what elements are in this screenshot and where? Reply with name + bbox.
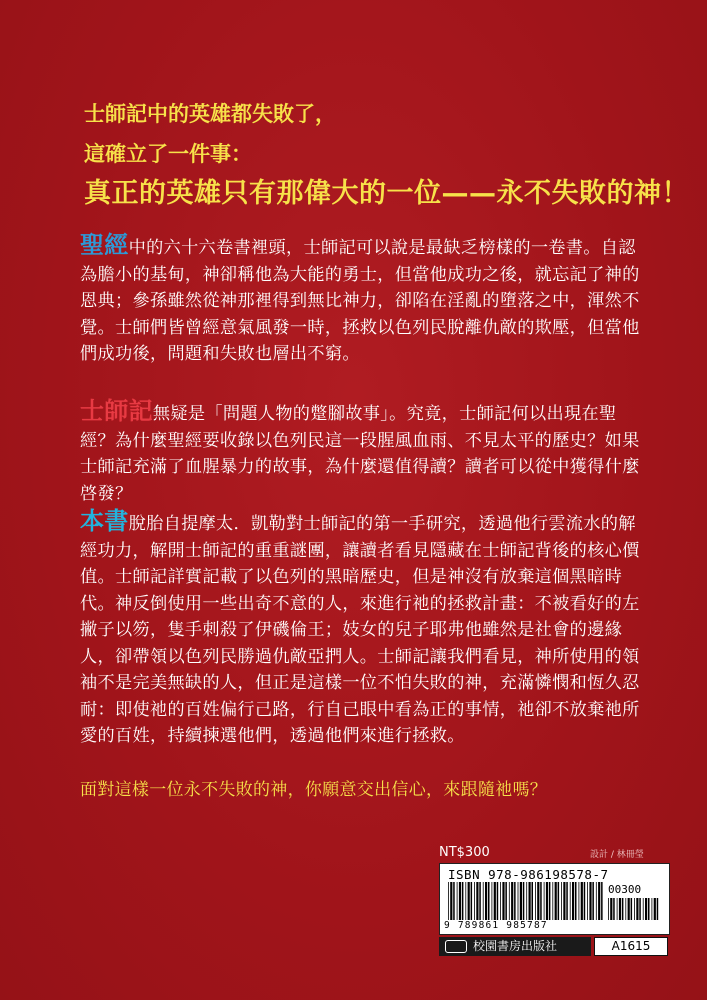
barcode-bar — [535, 882, 536, 920]
barcode-bar — [494, 882, 496, 920]
barcode-bar — [502, 882, 504, 920]
barcode-bar — [549, 882, 551, 920]
isbn-barcode — [439, 863, 670, 935]
barcode-bar — [540, 882, 542, 920]
barcode-bar — [570, 882, 571, 920]
design-credit: 設計 / 林冊瑩 — [590, 850, 644, 860]
barcode-bar — [468, 882, 470, 920]
barcode-bar — [608, 898, 609, 920]
barcode-bar — [518, 882, 519, 920]
barcode-bar — [631, 898, 633, 920]
barcode-bar — [634, 898, 635, 920]
barcode-bar — [558, 882, 560, 920]
barcode-bar — [453, 882, 455, 920]
barcode-bar — [587, 882, 588, 920]
barcode-bar — [619, 898, 621, 920]
barcode-bar — [457, 882, 458, 920]
barcode-bar — [592, 882, 594, 920]
barcode-bar — [610, 898, 612, 920]
barcode-bar — [579, 882, 580, 920]
publisher-logo-icon — [445, 940, 467, 953]
headline-line-1: 士師記中的英雄都失敗了， — [84, 102, 336, 126]
publisher-name: 校園書房出版社 — [473, 939, 558, 953]
barcode-bar — [613, 898, 615, 920]
barcode-bar — [511, 882, 513, 920]
barcode-bar — [584, 882, 586, 920]
barcode-bars — [448, 882, 603, 920]
barcode-bar — [648, 898, 650, 920]
barcode-bar — [572, 882, 574, 920]
barcode-bar — [476, 882, 478, 920]
barcode-bar — [544, 882, 545, 920]
barcode-bar — [532, 882, 534, 920]
barcode-bar — [474, 882, 475, 920]
paragraph-text: 無疑是「問題人物的蹩腳故事」。究竟，士師記何以出現在聖經？為什麼聖經要收錄以色列民這一段腥風血雨、不見太平的歷史？如果士師記充滿了血腥暴力的故事，為什麼還值得讀？讀者可以從中獲得什麼啓發？ — [80, 404, 640, 504]
barcode-bar — [622, 898, 624, 920]
barcode-bar — [625, 898, 626, 920]
barcode-bar — [509, 882, 510, 920]
barcode-bar — [598, 882, 600, 920]
barcode-bar — [529, 882, 531, 920]
barcode-bar — [652, 898, 653, 920]
barcode-bar — [523, 882, 525, 920]
paragraph-bible — [80, 232, 640, 368]
barcode-bar — [581, 882, 583, 920]
barcode-bar — [485, 882, 487, 920]
barcode-bar — [654, 898, 656, 920]
barcode-bar — [479, 882, 481, 920]
catalog-code: A1615 — [594, 937, 668, 956]
barcode-bar — [643, 898, 644, 920]
headline-line-2: 這確立了一件事： — [84, 142, 252, 166]
barcode-bar — [492, 882, 493, 920]
barcode-bar — [639, 898, 641, 920]
barcode-addon-bars — [608, 898, 660, 920]
publisher-block — [439, 937, 591, 956]
barcode-bar — [505, 882, 507, 920]
closing-question: 面對這樣一位永不失敗的神，你願意交出信心，來跟隨祂嗎？ — [80, 780, 548, 800]
barcode-bar — [450, 882, 452, 920]
barcode-bar — [459, 882, 461, 920]
paragraph-text: 中的六十六卷書裡頭，士師記可以說是最缺乏榜樣的一卷書。自認為膽小的基甸，神卻稱他為大能的勇士，但當他成功之後，就忘記了神的恩典；參孫雖然從神那裡得到無比神力，卻陷在淫亂的墮落之中，渾然不覺。士師們皆曾經意氣風發一時，拯救以色列民脫離仇敵的欺壓，但當他們成功後，問題和失敗也層出不窮。 — [80, 238, 640, 364]
barcode-price-code: 00300 — [608, 883, 642, 896]
paragraph-text: 脫胎自提摩太．凱勒對士師記的第一手研究，透過他行雲流水的解經功力，解開士師記的重重謎團，讓讀者看見隱藏在士師記背後的核心價值。士師記詳實記載了以色列的黑暗歷史，但是神沒有放棄這個黑暗時代。神反倒使用一些出奇不意的人，來進行祂的拯救計畫：不被看好的左撇子以笏，隻手刺殺了伊磯倫王；妓女的兒子耶弗他雖然是社會的邊緣人，卻帶領以色列民勝過仇敵亞捫人。士師記讓我們看見，神所使用的領袖不是完美無缺的人，但正是這樣一位不怕失敗的神，充滿憐憫和恆久忍耐：即使祂的百姓偏行己路，行自己眼中看為正的事情，祂卻不放棄祂所愛的百姓，持續揀選他們，透過他們來進行拯救。 — [80, 514, 640, 746]
barcode-bar — [465, 882, 466, 920]
barcode-bar — [563, 882, 565, 920]
barcode-number: 9 789861 985787 — [444, 920, 548, 931]
barcode-bar — [471, 882, 473, 920]
barcode-bar — [520, 882, 522, 920]
price-label: NT$300 — [439, 845, 490, 860]
paragraph-lead: 士師記 — [80, 397, 153, 425]
barcode-bar — [566, 882, 568, 920]
barcode-bar — [526, 882, 527, 920]
barcode-bar — [589, 882, 591, 920]
barcode-bar — [514, 882, 516, 920]
barcode-bar — [575, 882, 577, 920]
paragraph-lead: 本書 — [80, 507, 129, 535]
paragraph-judges — [80, 398, 640, 507]
barcode-bar — [500, 882, 501, 920]
barcode-bar — [537, 882, 539, 920]
barcode-bar — [448, 882, 449, 920]
barcode-bar — [601, 882, 603, 920]
barcode-bar — [552, 882, 553, 920]
barcode-bar — [497, 882, 499, 920]
paragraph-this-book — [80, 508, 640, 750]
barcode-bar — [483, 882, 484, 920]
headline-main: 真正的英雄只有那偉大的一位——永不失敗的神！ — [84, 178, 689, 209]
barcode-bar — [596, 882, 597, 920]
isbn-text: ISBN 978-986198578-7 — [448, 867, 609, 882]
barcode-bar — [555, 882, 557, 920]
barcode-bar — [546, 882, 548, 920]
barcode-bar — [628, 898, 630, 920]
paragraph-lead: 聖經 — [80, 231, 129, 259]
barcode-bar — [617, 898, 618, 920]
barcode-bar — [645, 898, 647, 920]
barcode-bar — [462, 882, 464, 920]
barcode-bar — [636, 898, 638, 920]
barcode-bar — [657, 898, 659, 920]
barcode-bar — [488, 882, 490, 920]
barcode-bar — [561, 882, 562, 920]
